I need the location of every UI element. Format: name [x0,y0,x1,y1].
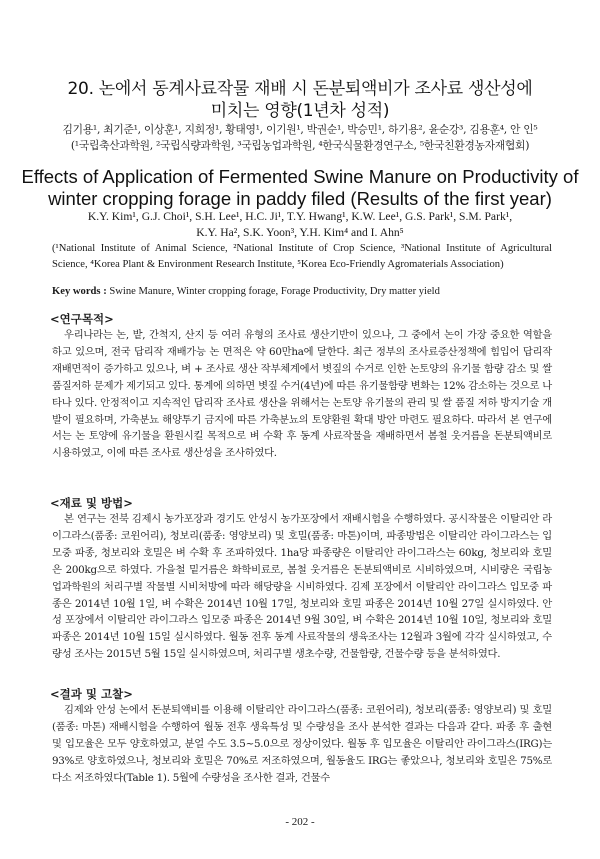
page-number: - 202 - [285,816,315,828]
english-title-line-1: Effects of Application of Fermented Swine Manure on Productivity of [21,166,579,187]
english-authors [20,209,580,241]
keywords [52,284,552,299]
keywords-label: Key words : [52,286,107,297]
section-heading-results: <결과 및 고찰> [50,687,133,701]
korean-author-names: 김기용¹, 최기준¹, 이상훈¹, 지희정¹, 황태영¹, 이기원¹, 박권순¹, 박승민¹, 하기용², 윤순강³, 김용훈⁴, 안 인⁵ [62,123,538,136]
korean-title-line-2: 미치는 영향(1년차 성적) [210,101,390,121]
section-body-results: 김제와 안성 논에서 돈분퇴액비를 이용해 이탈리안 라이그라스(품종: 코윈어리), 청보리(품종: 영양보리) 및 호밀(품종: 마톤) 재배시험을 수행하여 월동 전후 생육특성 및 수량성을 조사 분석한 결과는 다음과 같다. 파종 후 출현 및 입모율은 모두 양호하였고, 분얼 수도 3.5~5.0으로 정상이었다. 월동 후 입모율은 이탈리안 라이그라스(IRG)는 93%로 양호하였으나, 청보리와 호밀은 70%로 저조하였으며, 월동율도 IRG는 좋았으나, 청보리와 호밀은 75%로 다소 저조하였다(Table 1). 5월에 수량성을 조사한 결과, 건물수 [52,704,552,784]
korean-affiliations: (¹국립축산과학원, ²국립식량과학원, ³국립농업과학원, ⁴한국식물환경연구소, ⁵한국친환경농자재협회) [70,139,530,152]
korean-title [30,78,570,122]
section-body-purpose: 우리나라는 논, 밭, 간척지, 산지 등 여러 유형의 조사료 생산기반이 있으나, 그 중에서 논이 가장 중요한 역할을 하고 있으며, 전국 답리작 재배가능 논 면적은 약 60만ha에 달한다. 최근 정부의 조사료증산정책에 힘입어 답리작 재배면적이 증가하고 있으나, 벼 + 조사료 생산 작부체계에서 볏짚의 수거로 인한 논토양의 유기물 함량 감소 및 쌀 품질저하 문제가 제기되고 있다. 통계에 의하면 볏짚 수거(4년)에 따른 유기물함량 변화는 12% 감소하는 것으로 나타나 있다. 안정적이고 지속적인 답리작 조사료 생산을 위해서는 논토양 유기물의 관리 및 쌀 품질 저하 방지기술 개발이 필요하며, 가축분뇨 해양투기 금지에 따른 가축분뇨의 토양환원 확대 방안 마련도 필요하다. 따라서 본 연구에서는 논 토양에 유기물을 환원시킬 목적으로 벼 수확 후 동계 사료작물을 재배하면서 봄철 웃거름을 돈분퇴액비로 시용하였고, 이에 따른 조사료 생산성을 조사하였다. [52,329,552,460]
english-authors-line-1: K.Y. Kim¹, G.J. Choi¹, S.H. Lee¹, H.C. Ji¹, T.Y. Hwang¹, K.W. Lee¹, G.S. Park¹, S.M. Park¹, [87,210,513,223]
english-affiliations: (¹National Institute of Animal Science, ²National Institute of Crop Science, ³National Institute of Agricultural Science, ⁴Korea Plant & Environment Research Institute, ⁵Korea Eco-Friendly Agromaterials Association) [52,243,552,270]
section-heading-methods: <재료 및 방법> [50,496,133,510]
section-body-methods: 본 연구는 전북 김제시 농가포장과 경기도 안성시 농가포장에서 재배시험을 수행하였다. 공시작물은 이탈리안 라이그라스(품종: 코윈어리), 청보리(품종: 영양보리) 및 호밀(품종: 마톤)이며, 파종방법은 이탈리안 라이그라스는 입모중 파종, 청보리와 호밀은 벼 수확 후 조파하였다. 1ha당 파종량은 이탈리안 라이그라스는 60kg, 청보리와 호밀은 200kg으로 하였다. 가을철 밑거름은 화학비료로, 봄철 웃거름은 돈분퇴액비로 시비하였으며, 시비량은 국립농업과학원의 처리구별 작물별 시비처방에 따라 해당량을 시비하였다. 김제 포장에서 이탈리안 라이그라스 입모중 파종은 2014년 10월 1일, 벼 수확은 2014년 10월 17일, 청보리와 호밀 파종은 2014년 10월 27일 실시하였다. 안성 포장에서 이탈리안 라이그라스 입모중 파종은 2014년 9월 30일, 벼 수확은 2014년 10월 10일, 청보리와 호밀 파종은 2014년 10월 15일 실시하였다. 월동 전후 동계 사료작물의 생육조사는 12월과 3월에 각각 실시하였고, 수량성 조사는 2015년 5월 15일 실시하였으며, 처리구별 생초수량, 건물함량, 건물수량 등을 분석하였다. [52,513,552,661]
korean-title-line-1: 20. 논에서 동계사료작물 재배 시 돈분퇴액비가 조사료 생산성에 [67,79,533,99]
english-title [20,166,580,210]
keywords-text: Swine Manure, Winter cropping forage, Forage Productivity, Dry matter yield [106,286,440,297]
section-heading-purpose: <연구목적> [50,312,114,326]
english-title-line-2: winter cropping forage in paddy filed (Results of the first year) [48,188,552,209]
korean-authors [20,122,580,154]
english-authors-line-2: K.Y. Ha², S.K. Yoon³, Y.H. Kim⁴ and I. Ahn⁵ [196,226,404,239]
